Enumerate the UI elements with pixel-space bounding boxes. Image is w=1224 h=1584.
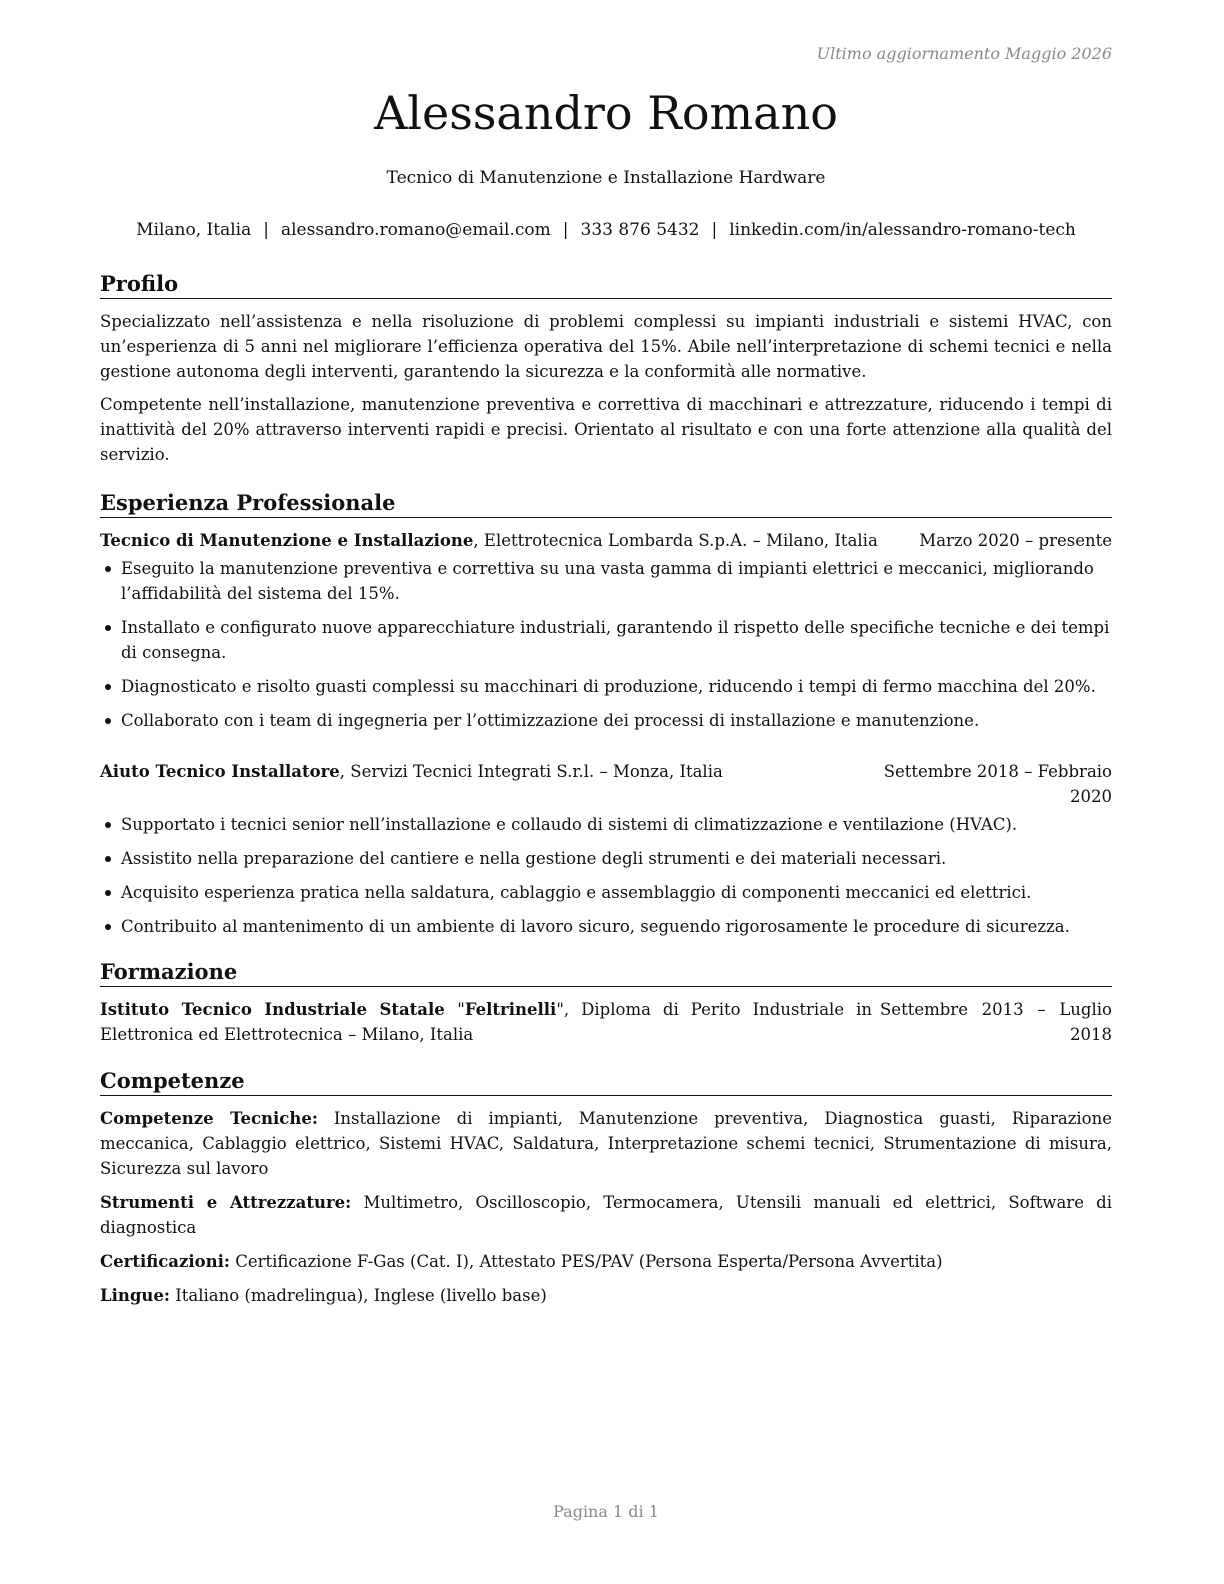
list-item: Installato e configurato nuove apparecchiature industriali, garantendo il rispetto delle specifiche tecniche e dei tempi di consegna. [100, 615, 1112, 665]
contact-email[interactable]: alessandro.romano@email.com [280, 220, 551, 240]
resume-page [100, 0, 1112, 1584]
list-item: Eseguito la manutenzione preventiva e correttiva su una vasta gamma di impianti elettrici e meccanici, migliorando l’affidabilità del sistema del 15%. [100, 556, 1112, 606]
contact-separator: | [263, 220, 269, 240]
contact-phone[interactable]: 333 876 5432 [580, 220, 700, 240]
school-prefix: Istituto Tecnico Industriale Statale [100, 1000, 458, 1020]
section-title-education: Formazione [100, 959, 1112, 987]
school-quote-open: " [457, 1000, 465, 1020]
list-item: Supportato i tecnici senior nell’installazione e collaudo di sistemi di climatizzazione e ventilazione (HVAC). [100, 812, 1112, 837]
contact-separator: | [711, 220, 718, 240]
profile-paragraph: Specializzato nell’assistenza e nella risoluzione di problemi complessi su impianti industriali e sistemi HVAC, con un’esperienza di 5 anni nel migliorare l’efficienza operativa del 15%. Abile nell’interpretazione di schemi tecnici e nella gestione autonoma degli interventi, garantendo la sicurezza e la conformità alle normative. [100, 312, 1112, 382]
skill-row [100, 1283, 1112, 1308]
job-company: , Servizi Tecnici Integrati S.r.l. – Monza, Italia [339, 762, 723, 782]
skill-value: Multimetro, Oscilloscopio, Termocamera, Utensili manuali ed elettrici, Software di diagnostica [100, 1193, 1112, 1238]
school-quote-close: " [556, 1000, 564, 1020]
job-header [100, 528, 1112, 553]
job-role: Tecnico di Manutenzione e Installazione [100, 531, 474, 551]
list-item: Assistito nella preparazione del cantiere e nella gestione degli strumenti e dei materiali necessari. [100, 846, 1112, 871]
skill-label: Strumenti e Attrezzature: [100, 1193, 352, 1213]
skills-section [100, 1068, 1112, 1317]
profile-paragraph: Competente nell’installazione, manutenzione preventiva e correttiva di macchinari e attrezzature, riducendo i tempi di inattività del 20% attraverso interventi rapidi e precisi. Orientato al risultato e con una forte attenzione alla qualità del servizio. [100, 395, 1112, 465]
job-title: Tecnico di Manutenzione e Installazione Hardware [386, 168, 826, 188]
job-entry [100, 528, 1112, 733]
last-updated: Ultimo aggiornamento Maggio 2026 [816, 44, 1112, 63]
skill-value: Installazione di impianti, Manutenzione preventiva, Diagnostica guasti, Riparazione meccanica, Cablaggio elettrico, Sistemi HVAC, Saldatura, Interpretazione schemi tecnici, Strumentazione di misura, Sicurezza sul lavoro [100, 1109, 1112, 1179]
skill-value: Italiano (madrelingua), Inglese (livello base) [175, 1286, 547, 1306]
contact-linkedin[interactable]: linkedin.com/in/alessandro-romano-tech [729, 220, 1076, 240]
page-number: Pagina 1 di 1 [553, 1502, 659, 1521]
education-dates: Settembre 2013 – Luglio 2018 [880, 1000, 1112, 1045]
job-bullets [100, 812, 1112, 939]
section-title-profile: Profilo [100, 271, 1112, 299]
skill-label: Competenze Tecniche: [100, 1109, 318, 1129]
list-item: Contribuito al mantenimento di un ambiente di lavoro sicuro, seguendo rigorosamente le procedure di sicurezza. [100, 914, 1112, 939]
list-item: Collaborato con i team di ingegneria per l’ottimizzazione dei processi di installazione e manutenzione. [100, 708, 1112, 733]
job-dates: Settembre 2018 – Febbraio 2020 [883, 762, 1112, 807]
skill-label: Certificazioni: [100, 1252, 230, 1272]
education-section [100, 959, 1112, 1050]
education-entry [100, 997, 1112, 1047]
contact-line [90, 220, 1122, 240]
job-company: , Elettrotecnica Lombarda S.p.A. – Milano, Italia [473, 531, 878, 551]
degree: , Diploma di Perito Industriale in Elettronica ed Elettrotecnica – Milano, Italia [100, 1000, 872, 1045]
list-item: Acquisito esperienza pratica nella saldatura, cablaggio e assemblaggio di componenti meccanici ed elettrici. [100, 880, 1112, 905]
job-entry [100, 759, 1112, 939]
skill-row [100, 1190, 1112, 1240]
job-dates: Marzo 2020 – presente [919, 531, 1112, 551]
job-bullets [100, 556, 1112, 733]
section-title-skills: Competenze [100, 1068, 1112, 1096]
skill-row [100, 1106, 1112, 1181]
skill-value: Certificazione F-Gas (Cat. I), Attestato PES/PAV (Persona Esperta/Persona Avvertita) [235, 1252, 943, 1272]
candidate-name: Alessandro Romano [374, 86, 838, 140]
profile-section [100, 271, 1112, 475]
job-header [100, 759, 1112, 809]
skill-row [100, 1249, 1112, 1274]
contact-location: Milano, Italia [136, 220, 252, 240]
school-name: Feltrinelli [464, 1000, 557, 1020]
section-title-experience: Esperienza Professionale [100, 490, 1112, 518]
experience-section [100, 490, 1112, 948]
contact-separator: | [562, 220, 569, 240]
job-role: Aiuto Tecnico Installatore [100, 762, 340, 782]
skill-label: Lingue: [100, 1286, 170, 1306]
list-item: Diagnosticato e risolto guasti complessi su macchinari di produzione, riducendo i tempi di fermo macchina del 20%. [100, 674, 1112, 699]
